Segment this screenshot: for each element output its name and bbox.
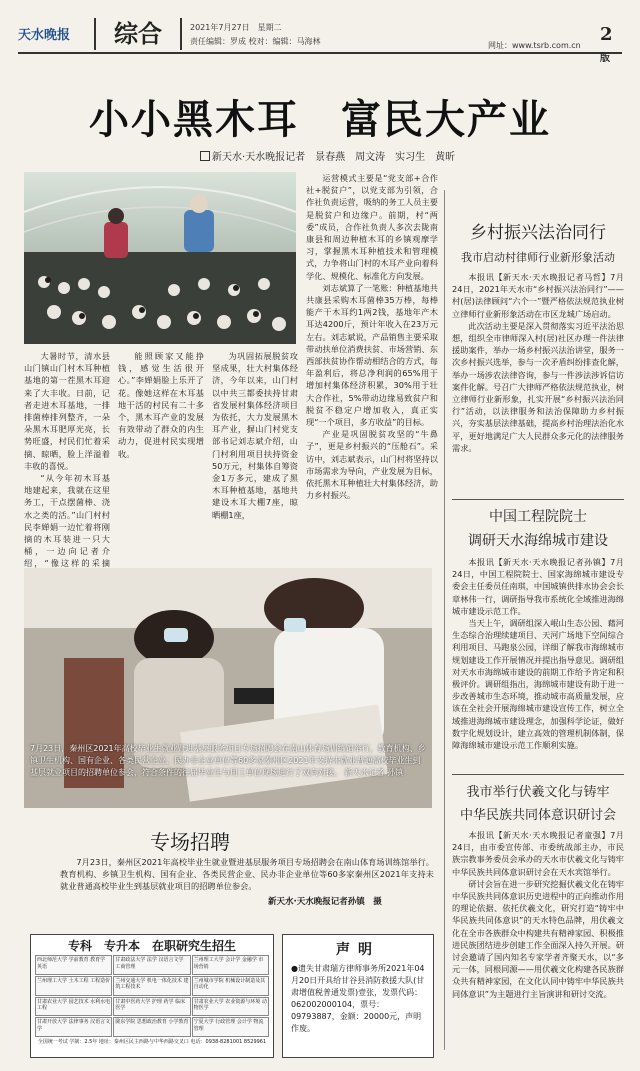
page-header: [18, 18, 622, 64]
ad-cell: 兰州城市学院 机械设计制造及其自动化: [192, 976, 269, 996]
ad-cell: 甘肃中医药大学 护理 药学 临床医学: [113, 997, 190, 1017]
website-url: 网址：www.tsrb.com.cn: [488, 41, 581, 50]
byline-text: 新天水·天水晚报记者 景春燕 周文涛 实习生 黄昕: [212, 152, 456, 163]
issue-date: 2021年7月27日 星期二: [190, 23, 282, 32]
paragraph: 7月23日，秦州区2021年高校毕业生就业暨进基层服务项目专场招聘会在南山体育场训练馆举行。教育机构、乡镇卫生机构、国有企业、各类民营企业、民办非企业单位等60多家秦州区2021年支持未就业普通高校毕业生到基层就业项目的招聘单位参会。: [60, 857, 434, 892]
paragraph: 研讨会旨在进一步研究挖掘伏羲文化在铸牢中华民族共同体意识历史进程中的正向推动作用的理论依据、依托伏羲文化，研究打造“铸牢中华民族共同体意识”的天水特色品牌，用伏羲文化在全市各族群众中构建共有精神家园、积极推进民族团结进步创建工作全面深入持久开展。研讨会邀请了国内知名专家学者齐聚天水，以“多元一体，同根同源——用伏羲文化构建各民族群众共有精神家园，在文化认同中铸牢中华民族共同体意识”为主题进行主旨演讲和研讨交流。: [452, 878, 624, 999]
editor-credits: 责任编辑：罗成 校对：编辑：马海林: [190, 37, 321, 46]
divider: [452, 499, 624, 500]
article-subtitle: 我市启动村律师行业新形象活动: [461, 251, 615, 264]
photo-caption: 7月23日，秦州区2021年高校毕业生就业暨进基层服务项目专场招聘会在南山体育场训练馆举行，教育机构、乡镇卫生机构、国有企业、各类民营企业、民办非企业单位等60多家秦州区2021年支持未就业普通高校毕业生到基层就业项目的招聘单位参会，符合条件的往届毕业生与用工单位现场进行了双向对接。 新天水记者 孙镇: [30, 744, 426, 777]
ad-cell: 甘肃农业大学 农业资源与环境 动物医学: [192, 997, 269, 1017]
article-column-3: [212, 350, 298, 556]
byline-box-icon: [200, 151, 210, 161]
page-number: [600, 24, 622, 66]
photographer-credit: 新天水·天水晚报记者孙镇 摄: [268, 897, 382, 907]
greenhouse-photo: [24, 172, 296, 344]
ad-title: 专科 专升本 在职研究生招生: [67, 939, 236, 953]
statement-body: ●遗失甘肃瑞方律师事务所2021年04月20日开具给甘谷县消防救援大队(甘肃增值税普通发票)壹张，发票代码：062002000104，票号：09793887，金额：20000元，声明作废。: [291, 964, 425, 1033]
paragraph: 产业是巩固脱贫攻坚的“牛鼻子”，更是乡村振兴的“压舱石”。采访中，刘志斌表示，山门村将坚持以市场需求为导向，产业发展为目标，依托黑木耳种植壮大村集体经济，助力乡村振兴。: [306, 429, 438, 501]
ad-cell: 兰州理工大学 会计学 金融学 市场营销: [192, 955, 269, 975]
column-divider: [444, 190, 445, 1050]
paragraph: 本报讯【新天水·天水晚报记者孙镇】7月24日，中国工程院院士、国家海绵城市建设专委会主任委员任南琪，中国城镇供排水协会会长章林伟一行，调研指导我市系统化全域推进海绵城市建设示范工作。: [452, 557, 624, 616]
article-column-1: [24, 350, 110, 569]
ad-cell: 甘肃政法大学 法学 汉语言文学 工商管理: [113, 955, 190, 975]
article-body: [452, 271, 624, 493]
paragraph: 运营模式主要是“党支部+合作社+脱贫户”，以党支部为引领，合作社负责运营，吸纳的务工人员主要是脱贫户和边缘户。前期，村“两委”成员，合作社负责人多次去陇南康县和周边种植木耳的乡镇观摩学习，掌握黑木耳种植技术和管理模式，力争将山门村的木耳产业向着科学化、规模化、标准化方向发展。: [306, 173, 438, 281]
article-body: [452, 829, 624, 1043]
section-title: 综合: [94, 18, 182, 50]
enrollment-ad: [30, 934, 274, 1058]
zhaopin-title: 专场招聘: [150, 830, 230, 854]
paragraph: 大暑时节，清水县山门镇山门村木耳种植基地的第一茬黑木耳迎来了大丰收。日前，记者走进木耳基地，一排排菌棒排列整齐，一朵朵黑木耳肥厚光亮，长势旺盛，村民们忙着采摘、晾晒，脸上洋溢着丰收的喜悦。: [24, 351, 110, 471]
ad-cell: 西北师范大学 学前教育 教育学 英语: [35, 955, 112, 975]
article-column-4: [306, 172, 438, 556]
article-column-2: [118, 350, 204, 556]
paragraph: 能照顾家又能挣钱，感觉生活很开心。”李婵娟脸上乐开了花。像她这样在木耳基地干活的村民有二十多个，黑木耳产业的发展有效带动了群众的内生动力，促进村民实现增收。: [118, 351, 204, 459]
paragraph: 本报讯【新天水·天水晚报记者马哲】7月24日，2021年天水市“乡村振兴法治同行”——村(居)法律顾问“六个一”暨严格依法规范执业树立律师行业新形象活动在市区龙城广场启动。: [452, 272, 624, 319]
article-body: [452, 556, 624, 768]
ad-cell: 宁夏大学 行政管理 会计学 物流管理: [192, 1017, 269, 1037]
statement-box: [282, 934, 434, 1058]
article-title-line2: 调研天水海绵城市建设: [468, 533, 608, 549]
paragraph: 为巩固拓展脱贫攻坚成果，壮大村集体经济，今年以来，山门村以中共三都委扶持甘肃省发展村集体经济项目为依托，大力发展黑木耳产业，摒山门村党支部书记刘志斌介绍，山门村利用项目扶持资金50万元，村集体自筹资金1万多元，建成了黑木耳种植基地，基地共建设木耳大棚7座，晾晒棚1座，: [212, 351, 298, 520]
article-title: 我市举行伏羲文化与铸牢: [466, 785, 610, 800]
paragraph: 此次活动主要是深入贯彻落实习近平法治思想，组织全市律师深入村(居)社区办理一件法律援助案件，举办一场乡村振兴法治讲堂，服务一次乡村振兴选举，参与一次矛盾纠纷排查化解，举办一场涉农法律咨询，参与一件涉法涉诉信访案件化解。号召广大律师严格依法规范执业，树立律师行业新形象，扎实开展“乡村振兴法治同行”活动，以法律服务和法治保障助力乡村振兴，夯实基层法律基础，提高乡村治理法治化水平，更好地满足广大人民群众多元化的法律服务需求。: [452, 320, 624, 453]
ad-cell: 甘肃开放大学 法律事务 汉语言文学: [35, 1017, 112, 1037]
divider: [452, 774, 624, 775]
ad-cell: 甘肃农业大学 园艺技术 水利水电工程: [35, 997, 112, 1017]
zhaopin-text: [60, 856, 434, 893]
paragraph: 当天上午，调研组深入岷山生态公园、藉河生态综合治理续建项目、天河广场地下空间综合利用项目、马跑泉公园，详细了解我市海绵城市规划建设工作开展情况并提出指导意见。调研组对天水市海绵城市建设的前期工作给予肯定和积极评价。调研组指出，海绵城市建设有助于进一步改善城市生态环境，推动城市高质量发展，应该在全社会开展海绵城市建设宣传工作，树立全域推进海绵城市建设理念，加强科学论证，做好数字化规划设计，建立高效的管理机制体制，保障海绵城市建设示范工作顺利实施。: [452, 618, 624, 751]
paragraph: 本报讯【新天水·天水晚报记者童强】7月24日，由市委宣传部、市委统战部主办，市民族宗教事务委员会承办的天水市伏羲文化与铸牢中华民族共同体意识研讨会在天水宾馆举行。: [452, 830, 624, 877]
ad-cell: 兰州交通大学 机电一体化技术 建筑工程技术: [113, 976, 190, 996]
ad-cell: 兰州理工大学 土木工程 工程造价: [35, 976, 112, 996]
article-title: 中国工程院院士: [489, 509, 587, 525]
ad-school-grid: [35, 955, 269, 1037]
main-headline: 小小黑木耳 富民大产业: [89, 97, 551, 143]
page-unit: 版: [600, 53, 610, 64]
article-title-line2: 中华民族共同体意识研讨会: [459, 808, 616, 823]
ad-footer: 全国统一考试 学制：2.5年 地址：秦州区民主西路与中华西路交叉口 电话：0938-8281001 8529961: [37, 1039, 267, 1045]
paragraph: 刘志斌算了一笔账：种植基地共共康县采购木耳菌棒35万棒，每棒能产干木耳约1两2钱，基地年产木耳达4200斤，预计年收入在23万元左右。刘志斌说，产品销售主要采取带动扶单位消费扶贫、市场营销、东西部扶贫协作帮动相结合的方式，每年盈利后，将总净利润的65%用于增加村集体经济积累，30%用于壮大合作社，5%带动边缘易致贫户和脱贫不稳定户增加收入，真正实现“一个项目，多方收益”的目标。: [306, 282, 438, 428]
right-column: [452, 218, 624, 1043]
newspaper-logo: 天水晚报: [18, 28, 71, 43]
article-title: 乡村振兴法治同行: [470, 223, 606, 243]
page-number-value: 2: [600, 24, 613, 45]
byline: [200, 148, 455, 163]
ad-cell: 陇东学院 思想政治教育 小学教育: [113, 1017, 190, 1037]
statement-title: 声明: [336, 942, 380, 958]
paragraph: “从今年初木耳基地建起来，我就在这里务工，干点摆菌棒、浇水之类的活。”山门村村民李婵娟一边忙着将刚摘的木耳装进一只大桶，一边向记者介绍，“像这样的采摘: [24, 473, 110, 569]
